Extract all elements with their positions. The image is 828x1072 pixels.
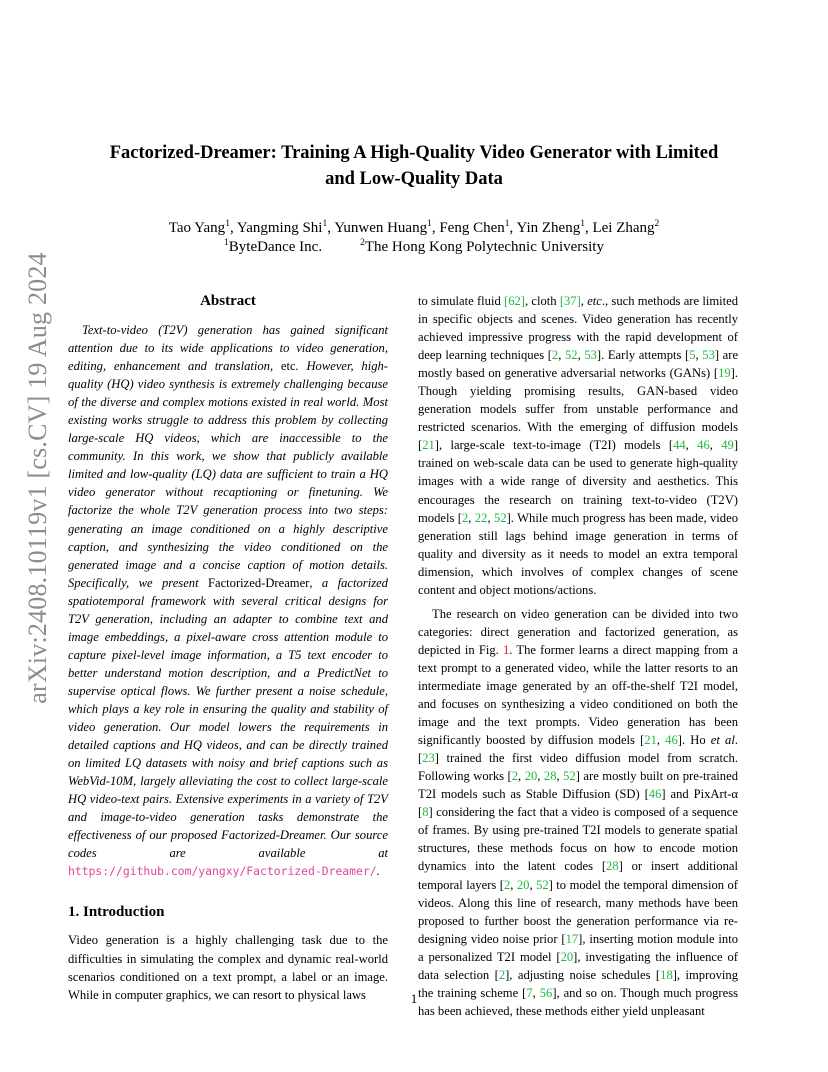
citation-link[interactable]: 2 (511, 769, 519, 784)
body-text-run: , cloth (524, 294, 560, 308)
paper-title (60, 140, 768, 192)
body-text-run: , (532, 985, 540, 1000)
citation-link[interactable]: 20 (560, 949, 574, 964)
author-name: Yangming Shi (236, 220, 323, 236)
arxiv-identifier-stamp: arXiv:2408.10119v1 [cs.CV] 19 Aug 2024 (23, 252, 52, 704)
body-text-run: , (577, 348, 585, 363)
citation-link[interactable]: 8 (422, 805, 429, 820)
body-text-run: ]. Ho (677, 733, 711, 748)
citation-link[interactable]: [62] (504, 294, 525, 308)
citation-link[interactable]: 28 (606, 859, 619, 874)
body-text-run: , (487, 510, 495, 525)
body-text-run: , (518, 769, 525, 784)
citation-link[interactable]: 20 (524, 769, 538, 784)
citation-link[interactable]: 17 (565, 931, 579, 946)
affiliation-mark: 1 (224, 238, 229, 248)
author-list (60, 219, 768, 238)
figure-reference-link[interactable]: 1 (502, 642, 510, 657)
citation-link[interactable]: 18 (660, 967, 673, 982)
citation-link[interactable]: 52 (494, 510, 507, 525)
citation-link[interactable]: [37] (559, 294, 581, 308)
affiliation-mark: 2 (360, 238, 365, 248)
body-text-run: to simulate fluid (418, 294, 504, 308)
body-text-run: ]. While much progress has been made, video generation still lags behind image generation in terms of quality and diversity as it needs to model an extra temporal dimension, which involves of complex changes of scene content and object motions/actions. (418, 510, 738, 597)
author-affiliation-mark: 1 (504, 219, 510, 229)
citation-link[interactable]: 53 (702, 348, 715, 363)
author-affiliation-mark: 2 (654, 219, 660, 229)
citation-link[interactable]: 56 (539, 985, 553, 1000)
body-text-run: , (695, 348, 703, 363)
body-text-run: ], large-scale text-to-image (T2I) models [ (434, 438, 674, 453)
citation-link[interactable]: 52 (564, 348, 578, 363)
title-line-2: and Low-Quality Data (325, 169, 503, 189)
citation-link[interactable]: 53 (584, 348, 597, 363)
body-text-run: , (656, 733, 666, 748)
body-text-run: ] trained on web-scale data can be used to generate high-quality images with a wide range of diversity and aesthetics. This encourages the research on training text-to-video (T2V) models [ (418, 438, 739, 525)
body-text-run: , (556, 769, 564, 784)
citation-link[interactable]: 46 (665, 733, 678, 748)
citation-link[interactable]: 49 (721, 438, 734, 453)
body-text-run: ]. Though yielding promising results, GAN-based video generation models suffer from unstable performance and restricted scenarios. With the emerging of diffusion models [ (418, 366, 738, 453)
citation-link[interactable]: 52 (563, 769, 576, 784)
abstract-heading: Abstract (200, 293, 256, 309)
body-text-run: , (685, 438, 698, 453)
body-text-run: ] and PixArt-α [ (418, 787, 738, 820)
body-text-run: , (580, 294, 588, 308)
author-affiliation-mark: 1 (427, 219, 432, 229)
affiliation-name: The Hong Kong Polytechnic University (364, 239, 604, 255)
author-separator: , (229, 220, 237, 236)
citation-link[interactable]: 46 (697, 438, 710, 453)
citation-link[interactable]: 2 (503, 877, 511, 892)
author-affiliation-mark: 1 (225, 219, 230, 229)
body-text-run: ] considering the fact that a video is composed of a sequence of frames. By using pre-trained T2I models to generate spatial structures, these methods focus on how to encode motion dynamics into the latent codes [ (418, 805, 738, 874)
body-text-run: The research on video generation can be divided into two categories: direct generation and factorized generation, as depicted in Fig. (418, 606, 738, 657)
right-column (418, 292, 738, 1020)
left-column (68, 291, 388, 1004)
body-text-run: ] trained the first video diffusion model from scratch. Following works [ (418, 751, 738, 784)
page-number: 1 (410, 991, 418, 1006)
body-text-run: ], investigating the influence of data selection [ (418, 949, 738, 982)
citation-link[interactable]: 20 (516, 877, 530, 892)
introduction-heading: 1. Introduction (68, 904, 165, 921)
right-paragraph-2 (418, 605, 738, 1020)
body-text-run: , (558, 348, 565, 363)
author-affiliation-mark: 1 (580, 219, 585, 229)
citation-link[interactable]: 19 (718, 366, 731, 381)
author-name: Feng Chen (439, 220, 505, 236)
affiliation-name: ByteDance Inc. (228, 239, 323, 255)
author-separator: , (431, 220, 440, 236)
citation-link[interactable]: 7 (526, 985, 533, 1000)
abstract-text-3: , a factorized spatiotemporal framework with several critical designs for T2V generation, including an adapter to combine text and image embeddings, a pixel-aware cross attention module to capture pixel-level image information, a T5 text encoder to better understand motion description, and a PredictNet to supervise optical flows. We further present a noise schedule, which plays a key role in ensuring the quality and stability of video generation. Our model lowers the requirements in detailed captions and HQ videos, and can be directly trained on limited LQ datasets with noisy and brief captions such as WebVid-10M, largely alleviating the cost to collect large-scale HQ video-text pairs. Extensive experiments in a variety of T2V and image-to-video generation tasks demonstrate the effectiveness of our proposed Factorized-Dreamer. Our source codes are available at (68, 575, 388, 861)
body-text-run: , (468, 510, 475, 525)
body-text-run: . The former learns a direct mapping from a text prompt to a generated video, while the latter resorts to an intermediate image generated by an off-the-shelf T2I model, and focuses on synthesizing a video conditioned on both the image and the text prompts. Video generation has been significantly boosted by diffusion models [ (418, 642, 738, 748)
citation-link[interactable]: 22 (474, 510, 488, 525)
body-text-run: ] to model the temporal dimension of videos. Along this line of research, many methods have been proposed to further boost the generation performance via re-designing video noise prior [ (418, 877, 738, 946)
citation-link[interactable]: 23 (422, 751, 435, 766)
body-text-run: , (529, 877, 537, 892)
right-paragraph-1 (418, 292, 738, 599)
body-text-run: , (709, 438, 722, 453)
source-code-link[interactable]: https://github.com/yangxy/Factorized-Dreamer/ (68, 864, 377, 879)
citation-link[interactable]: 21 (422, 438, 435, 453)
body-text-run: ., such methods are limited in specific objects and scenes. Video generation has recently achieved impressive progress with the rapid development of deep learning techniques [ (418, 294, 738, 363)
introduction-paragraph: Video generation is a highly challenging task due to the difficulties in simulating the complex and dynamic real-world scenarios conditioned on a text prompt, a label or an image. While in computer graphics, we can resort to physical laws (68, 933, 388, 1002)
abstract-etc: etc (280, 359, 296, 374)
title-line-1: Factorized-Dreamer: Training A High-Quality Video Generator with Limited (109, 143, 719, 163)
citation-link[interactable]: 44 (673, 438, 686, 453)
abstract-text-2: . However, high-quality (HQ) video synthesis is extremely challenging because of the diverse and complex motions existed in real world. Most existing works struggle to address this problem by collecting large-scale HQ videos, which are inaccessible to the community. In this work, we show that publicly available limited and low-quality (LQ) data are sufficient to train a HQ video generator without recaptioning or finetuning. We factorize the whole T2V generation process into two steps: generating an image conditioned on a highly descriptive caption, and synthesizing the video conditioned on the generated image and a concise caption of motion details. Specifically, we present (68, 359, 388, 590)
citation-link[interactable]: 28 (543, 769, 557, 784)
body-text-run: ] are mostly built on pre-trained T2I models such as Stable Diffusion (SD) [ (418, 769, 738, 802)
body-text-run: , (510, 877, 517, 892)
author-name: Yunwen Huang (334, 220, 428, 236)
citation-link[interactable]: 46 (648, 787, 662, 802)
citation-link[interactable]: 2 (462, 510, 469, 525)
body-text-run: ], adjusting noise schedules [ (505, 967, 661, 982)
italic-text: etc (587, 294, 602, 308)
abstract-text-1: Text-to-video (T2V) generation has gained significant attention due to its wide applications to video generation, editing, enhancement and translation, (68, 323, 388, 374)
author-name: Lei Zhang (592, 220, 655, 236)
body-text-run: ], improving the training scheme [ (418, 967, 738, 1000)
body-text-run: ], inserting motion module into a personalized T2I model [ (418, 931, 738, 964)
citation-link[interactable]: 2 (551, 348, 559, 363)
citation-link[interactable]: 52 (536, 877, 549, 892)
author-affiliation-mark: 1 (322, 219, 328, 229)
body-text-run: . [ (418, 733, 738, 766)
body-text-run: ]. Early attempts [ (596, 348, 690, 363)
body-text-run: ], and so on. Though much progress has been achieved, these methods either yield unpleasant (418, 985, 738, 1018)
author-name: Yin Zheng (516, 220, 581, 236)
author-separator: , (584, 220, 593, 236)
citation-link[interactable]: 21 (644, 733, 657, 748)
italic-text: et al (710, 733, 735, 748)
body-text-run: ] are mostly based on generative adversarial networks (GANs) [ (418, 348, 739, 381)
author-separator: , (327, 220, 335, 236)
body-text-run: ] or insert additional temporal layers [ (418, 859, 738, 892)
abstract-model-name: Factorized-Dreamer (207, 575, 310, 590)
affiliation-list (60, 238, 768, 257)
body-text-run: , (537, 769, 544, 784)
author-name: Tao Yang (168, 220, 226, 236)
citation-link[interactable]: 2 (498, 967, 506, 982)
abstract-body (68, 321, 388, 880)
citation-link[interactable]: 5 (689, 348, 696, 363)
abstract-end: . (376, 864, 380, 879)
author-separator: , (509, 220, 517, 236)
